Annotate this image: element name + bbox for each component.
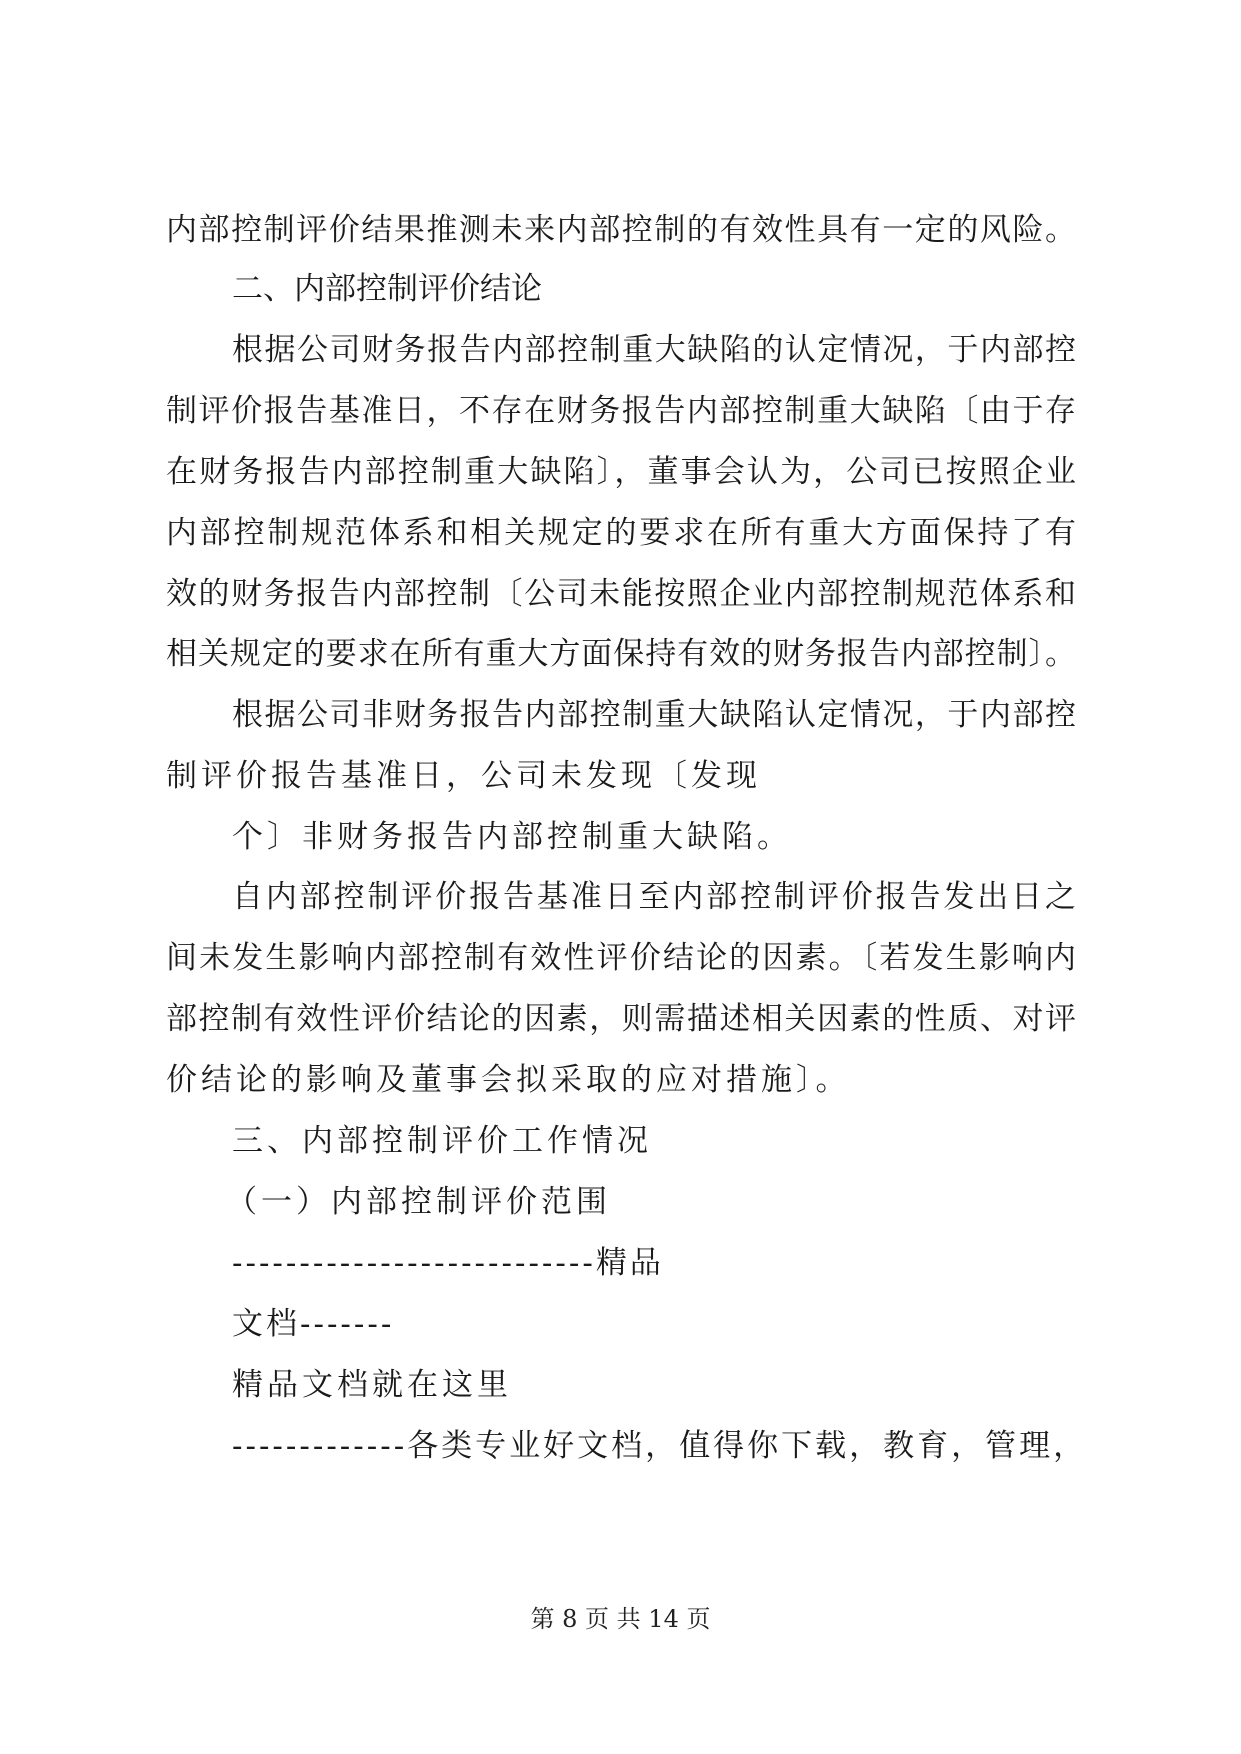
body-line: 在财务报告内部控制重大缺陷〕，董事会认为，公司已按照企业 xyxy=(166,454,1076,490)
body-line: 根据公司非财务报告内部控制重大缺陷认定情况，于内部控 xyxy=(232,697,1076,733)
body-line: 制评价报告基准日，公司未发现〔发现 xyxy=(166,758,761,794)
body-line: 制评价报告基准日，不存在财务报告内部控制重大缺陷〔由于存 xyxy=(166,393,1076,429)
watermark-line: 文档------- xyxy=(232,1306,395,1342)
page-footer: 第 8 页 共 14 页 xyxy=(530,1605,711,1633)
body-line: 间未发生影响内部控制有效性评价结论的因素。〔若发生影响内 xyxy=(166,940,1076,976)
section-heading: 三、内部控制评价工作情况 xyxy=(232,1123,652,1159)
body-line: 效的财务报告内部控制〔公司未能按照企业内部控制规范体系和 xyxy=(166,576,1076,612)
body-line: 内部控制评价结果推测未来内部控制的有效性具有一定的风险。 xyxy=(166,212,1076,248)
body-line: 部控制有效性评价结论的因素，则需描述相关因素的性质、对评 xyxy=(166,1001,1076,1037)
body-line: 内部控制规范体系和相关规定的要求在所有重大方面保持了有 xyxy=(166,515,1076,551)
body-line: 个〕非财务报告内部控制重大缺陷。 xyxy=(232,819,792,855)
section-heading: 二、内部控制评价结论 xyxy=(232,271,542,307)
subsection-heading: （一）内部控制评价范围 xyxy=(226,1184,611,1220)
body-line: 相关规定的要求在所有重大方面保持有效的财务报告内部控制〕。 xyxy=(166,636,1076,672)
body-line: 自内部控制评价报告基准日至内部控制评价报告发出日之 xyxy=(232,879,1076,915)
watermark-line: ---------------------------精品 xyxy=(232,1245,664,1281)
body-line: 根据公司财务报告内部控制重大缺陷的认定情况，于内部控 xyxy=(232,332,1076,368)
body-line: 价结论的影响及董事会拟采取的应对措施〕。 xyxy=(166,1062,851,1098)
watermark-line: -------------各类专业好文档，值得你下载，教育，管理， xyxy=(232,1428,1088,1464)
watermark-line: 精品文档就在这里 xyxy=(232,1367,512,1403)
